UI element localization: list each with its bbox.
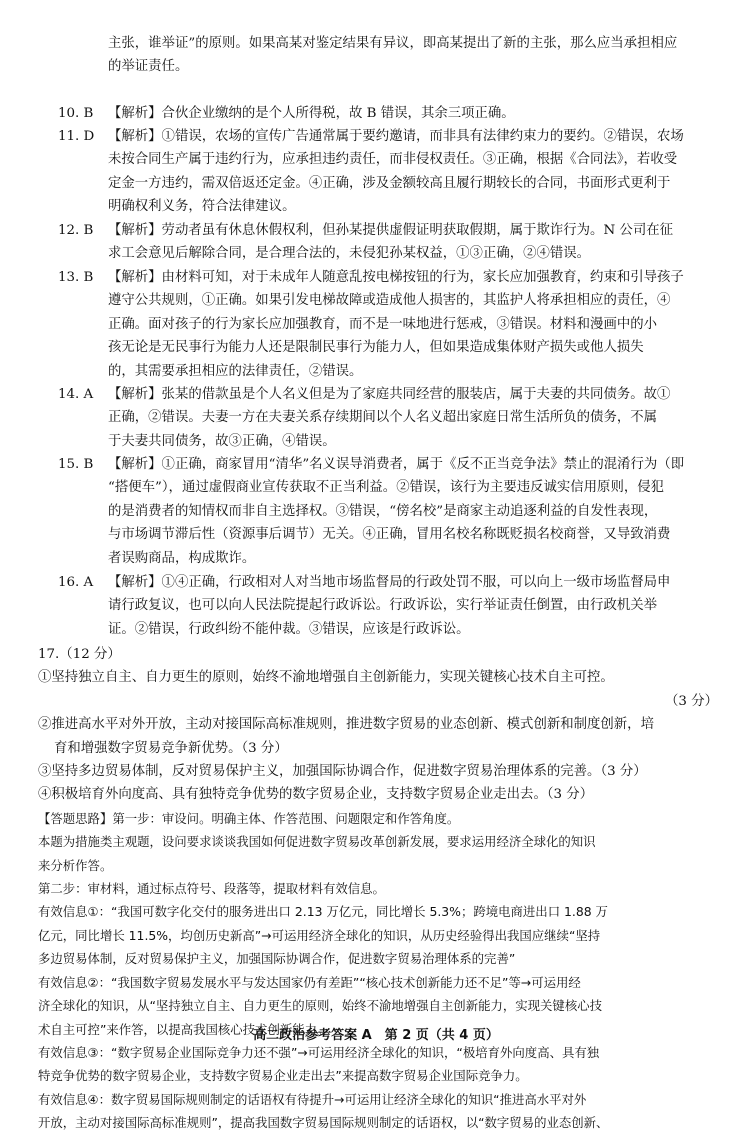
approach-line: 【答题思路】第一步：审设问。明确主体、作答范围、问题限定和作答角度。 (38, 810, 460, 826)
approach-line: 术自主可控”来作答，以提高我国核心技术创新能力。 (38, 1021, 330, 1037)
answer-16 (58, 571, 718, 641)
approach-line: 第二步：审材料，通过标点符号、段落等，提取材料有效信息。 (38, 881, 385, 897)
answer-14 (58, 383, 718, 453)
question-number: 10. B (58, 106, 94, 121)
answer-13 (58, 266, 718, 383)
analysis-line: 明确权利义务，符合法律建议。 (108, 199, 296, 215)
analysis-line: 证。②错误，行政纠纷不能仲裁。③错误，应该是行政诉讼。 (108, 621, 470, 637)
approach-line: 来分析作答。 (38, 857, 113, 873)
answer-12 (58, 219, 718, 266)
analysis-line: 未按合同生产属于违约行为，应承担违约责任，而非侵权责任。③正确，根据《合同法》，若收受 (108, 152, 678, 168)
answer-point-2: ②推进高水平对外开放，主动对接国际高标准规则，推进数字贸易的业态创新、模式创新和制度创新，培 (38, 717, 654, 733)
analysis-line: 的是消费者的知情权而非自主选择权。③错误，“傍名校”是商家主动追逐利益的自发性表现， (108, 503, 658, 519)
approach-line: 开放，主动对接国际高标准规则”，提高我国数字贸易国际规则制定的话语权，以“数字贸易的业态创新、 (38, 1115, 609, 1131)
score-label: （3 分） (665, 693, 718, 709)
question-number: 12. B (58, 223, 94, 238)
question-number: 11. D (58, 129, 95, 144)
analysis-line: 【解析】劳动者虽有休息休假权利，但孙某提供虚假证明获取假期，属于欺诈行为。N 公司在征 (108, 223, 673, 238)
analysis-line: 与市场调节滞后性（资源事后调节）无关。④正确，冒用名校名称既贬损名校商誉，又导致消费 (108, 527, 671, 543)
approach-line: 有效信息③：“数字贸易企业国际竞争力还不强”→可运用经济全球化的知识，“极培育外向度高、具有独 (38, 1044, 600, 1060)
text-line: 的举证责任。 (108, 59, 189, 75)
analysis-line: 【解析】①正确，商家冒用“清华”名义误导消费者，属于《反不正当竞争法》禁止的混淆行为（即 (108, 457, 685, 472)
question-number: 16. A (58, 575, 94, 590)
approach-line: 多边贸易体制，反对贸易保护主义，加强国际协调合作，促进数字贸易治理体系的完善” (38, 951, 516, 967)
question-number: 17.（12 分） (38, 647, 121, 662)
analysis-line: 【解析】合伙企业缴纳的是个人所得税，故 B 错误，其余三项正确。 (108, 106, 515, 121)
answer-point-4: ④积极培育外向度高、具有独特竞争优势的数字贸易企业，支持数字贸易企业走出去。（3 分） (38, 787, 594, 803)
analysis-line: 【解析】①错误，农场的宣传广告通常属于要约邀请，而非具有法律约束力的要约。②错误，农场 (108, 129, 684, 144)
approach-line: 有效信息④：数字贸易国际规则制定的话语权有待提升→可运用让经济全球化的知识“推进高水平对外 (38, 1091, 587, 1107)
text-line: 主张，谁举证”的原则。如果高某对鉴定结果有异议，即高某提出了新的主张，那么应当承担相应 (108, 36, 678, 51)
question-number: 13. B (58, 270, 94, 285)
answer-11 (58, 125, 718, 219)
approach-line: 济全球化的知识，从“坚持独立自主、自力更生的原则，始终不渝地增强自主创新能力，实现关键核心技 (38, 998, 602, 1014)
answer-17 (38, 643, 718, 1135)
approach-line: 有效信息①：“我国可数字化交付的服务进出口 2.13 万亿元，同比增长 5.3%；跨境电商进出口 1.88 万 (38, 904, 608, 920)
analysis-line: 【解析】①④正确，行政相对人对当地市场监督局的行政处罚不服，可以向上一级市场监督局申 (108, 575, 671, 590)
question-number: 14. A (58, 387, 94, 402)
analysis-line: 求工会意见后解除合同，是合理合法的，未侵犯孙某权益，①③正确，②④错误。 (108, 246, 591, 262)
analysis-line: “搭便车”），通过虚假商业宣传获取不正当利益。②错误，该行为主要违反诚实信用原则，侵犯 (108, 480, 665, 496)
analysis-line: 【解析】张某的借款虽是个人名义但是为了家庭共同经营的服装店，属于夫妻的共同债务。故① (108, 387, 671, 402)
analysis-line: 遵守公共规则，①正确。如果引发电梯故障或造成他人损害的，其监护人将承担相应的责任，④ (108, 293, 671, 309)
approach-line: 特竞争优势的数字贸易企业，支持数字贸易企业走出去”来提高数字贸易企业国际竞争力。 (38, 1068, 528, 1084)
approach-line: 本题为措施类主观题，设问要求谈谈我国如何促进数字贸易改革创新发展，要求运用经济全球化的知识 (38, 834, 596, 850)
page-footer: 高二政治参考答案 A 第 2 页（共 4 页） (253, 1028, 499, 1043)
answer-15 (58, 453, 718, 570)
analysis-line: 【解析】由材料可知，对于未成年人随意乱按电梯按钮的行为，家长应加强教育，约束和引导孩子 (108, 270, 684, 285)
answer-10 (58, 102, 718, 125)
answer-point-3: ③坚持多边贸易体制，反对贸易保护主义，加强国际协调合作，促进数字贸易治理体系的完善。（3 分） (38, 764, 647, 780)
analysis-line: 正确，②错误。夫妻一方在夫妻关系存续期间以个人名义超出家庭日常生活所负的债务，不属 (108, 410, 658, 426)
analysis-line: 于夫妻共同债务，故③正确，④错误。 (108, 433, 336, 449)
analysis-line: 请行政复议，也可以向人民法院提起行政诉讼。行政诉讼，实行举证责任倒置，由行政机关举 (108, 598, 658, 614)
question-number: 15. B (58, 457, 94, 472)
answer-approach (38, 807, 718, 1135)
analysis-line: 定金一方违约，需双倍返还定金。④正确，涉及金额较高且履行期较长的合同，书面形式更利于 (108, 175, 671, 191)
analysis-line: 孩无论是无民事行为能力人还是限制民事行为能力人，但如果造成集体财产损失或他人损失 (108, 340, 644, 356)
answer-point-2: 育和增强数字贸易竞争新优势。（3 分） (54, 740, 288, 756)
approach-line: 亿元，同比增长 11.5%，均创历史新高”→可运用经济全球化的知识，从历史经验得出我国应继续“坚持 (38, 927, 601, 943)
analysis-line: 者误购商品，构成欺诈。 (108, 550, 256, 566)
carryover-paragraph (58, 32, 718, 79)
analysis-line: 的，其需要承担相应的法律责任，②错误。 (108, 363, 363, 379)
approach-line: 有效信息②：“我国数字贸易发展水平与发达国家仍有差距”“核心技术创新能力还不足”等→可运用经 (38, 974, 581, 990)
analysis-line: 正确。面对孩子的行为家长应加强教育，而不是一味地进行惩戒，③错误。材料和漫画中的小 (108, 316, 658, 332)
answer-point-1: ①坚持独立自主、自力更生的原则，始终不渝地增强自主创新能力，实现关键核心技术自主可控。 (38, 670, 614, 686)
